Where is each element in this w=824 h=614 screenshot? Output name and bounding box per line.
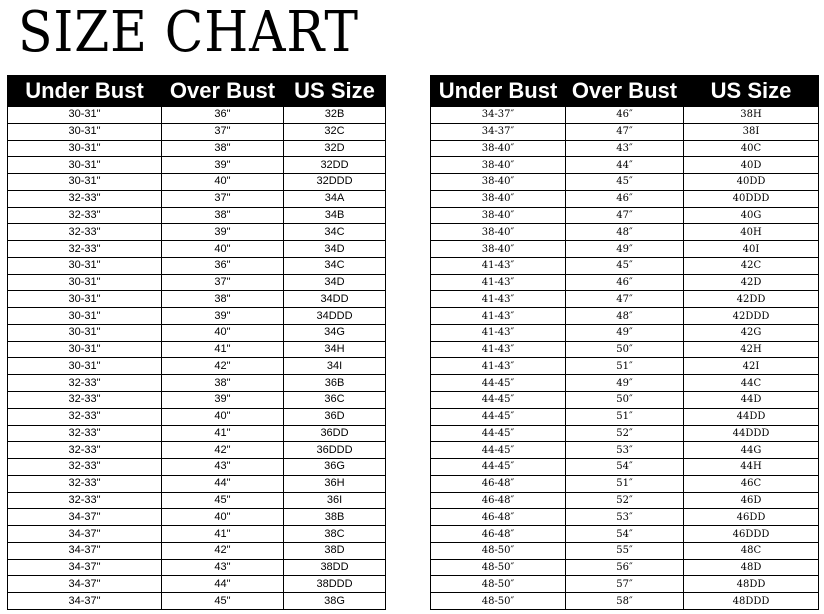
- us-size-cell: 40C: [684, 140, 819, 157]
- over-bust-cell: 38": [162, 375, 284, 392]
- table-row: [8, 190, 386, 207]
- under-bust-cell: 44-45″: [431, 375, 566, 392]
- table-row: [431, 442, 819, 459]
- us-size-cell: 38D: [284, 542, 386, 559]
- over-bust-cell: 37": [162, 274, 284, 291]
- under-bust-cell: 32-33": [8, 207, 162, 224]
- under-bust-cell: 41-43″: [431, 257, 566, 274]
- table-row: [8, 542, 386, 559]
- us-size-cell: 36C: [284, 392, 386, 409]
- us-size-cell: 44H: [684, 459, 819, 476]
- under-bust-cell: 41-43″: [431, 358, 566, 375]
- us-size-cell: 34G: [284, 324, 386, 341]
- over-bust-cell: 45″: [566, 257, 684, 274]
- under-bust-cell: 32-33": [8, 190, 162, 207]
- us-size-cell: 36D: [284, 408, 386, 425]
- under-bust-cell: 48-50″: [431, 593, 566, 610]
- us-size-cell: 32D: [284, 140, 386, 157]
- us-size-cell: 34D: [284, 274, 386, 291]
- table-row: [431, 593, 819, 610]
- under-bust-cell: 38-40″: [431, 140, 566, 157]
- under-bust-cell: 46-48″: [431, 475, 566, 492]
- under-bust-cell: 38-40″: [431, 241, 566, 258]
- us-size-cell: 40I: [684, 241, 819, 258]
- table-row: [8, 559, 386, 576]
- under-bust-cell: 48-50″: [431, 559, 566, 576]
- under-bust-cell: 30-31": [8, 107, 162, 124]
- us-size-cell: 48DDD: [684, 593, 819, 610]
- us-size-cell: 34DD: [284, 291, 386, 308]
- us-size-cell: 36DDD: [284, 442, 386, 459]
- over-bust-cell: 54″: [566, 459, 684, 476]
- over-bust-cell: 39": [162, 157, 284, 174]
- under-bust-cell: 32-33": [8, 224, 162, 241]
- under-bust-cell: 32-33": [8, 408, 162, 425]
- us-size-cell: 40H: [684, 224, 819, 241]
- header-us-size: US Size: [684, 76, 819, 107]
- table-row: [8, 224, 386, 241]
- header-over-bust: Over Bust: [566, 76, 684, 107]
- table-row: [8, 375, 386, 392]
- table-row: [8, 324, 386, 341]
- under-bust-cell: 32-33": [8, 492, 162, 509]
- over-bust-cell: 46″: [566, 107, 684, 124]
- table-row: [431, 324, 819, 341]
- under-bust-cell: 46-48″: [431, 526, 566, 543]
- table-row: [431, 107, 819, 124]
- under-bust-cell: 30-31": [8, 174, 162, 191]
- over-bust-cell: 50″: [566, 392, 684, 409]
- page-title: SIZE CHART: [18, 0, 359, 65]
- us-size-cell: 46DD: [684, 509, 819, 526]
- us-size-cell: 34C: [284, 257, 386, 274]
- under-bust-cell: 44-45″: [431, 459, 566, 476]
- us-size-cell: 42G: [684, 324, 819, 341]
- under-bust-cell: 34-37": [8, 509, 162, 526]
- table-row: [431, 375, 819, 392]
- table-row: [431, 509, 819, 526]
- under-bust-cell: 34-37": [8, 593, 162, 610]
- table-row: [8, 341, 386, 358]
- under-bust-cell: 38-40″: [431, 157, 566, 174]
- over-bust-cell: 38": [162, 207, 284, 224]
- table-row: [431, 526, 819, 543]
- table-row: [431, 392, 819, 409]
- us-size-cell: 34DDD: [284, 308, 386, 325]
- table-row: [8, 257, 386, 274]
- over-bust-cell: 52″: [566, 492, 684, 509]
- table-row: [8, 358, 386, 375]
- over-bust-cell: 39": [162, 392, 284, 409]
- table-row: [431, 140, 819, 157]
- us-size-cell: 32DDD: [284, 174, 386, 191]
- over-bust-cell: 40": [162, 408, 284, 425]
- us-size-cell: 44C: [684, 375, 819, 392]
- table-row: [431, 207, 819, 224]
- us-size-cell: 42DD: [684, 291, 819, 308]
- over-bust-cell: 40": [162, 509, 284, 526]
- over-bust-cell: 47″: [566, 123, 684, 140]
- over-bust-cell: 41": [162, 341, 284, 358]
- table-row: [8, 593, 386, 610]
- over-bust-cell: 48″: [566, 224, 684, 241]
- under-bust-cell: 38-40″: [431, 224, 566, 241]
- under-bust-cell: 46-48″: [431, 509, 566, 526]
- under-bust-cell: 34-37": [8, 559, 162, 576]
- over-bust-cell: 45": [162, 492, 284, 509]
- table-row: [431, 257, 819, 274]
- under-bust-cell: 30-31": [8, 274, 162, 291]
- under-bust-cell: 34-37": [8, 576, 162, 593]
- over-bust-cell: 46″: [566, 190, 684, 207]
- over-bust-cell: 39": [162, 224, 284, 241]
- under-bust-cell: 32-33": [8, 442, 162, 459]
- us-size-cell: 40G: [684, 207, 819, 224]
- table-row: [431, 358, 819, 375]
- over-bust-cell: 51″: [566, 358, 684, 375]
- over-bust-cell: 36": [162, 107, 284, 124]
- table-row: [431, 492, 819, 509]
- under-bust-cell: 32-33": [8, 425, 162, 442]
- us-size-cell: 36DD: [284, 425, 386, 442]
- over-bust-cell: 53″: [566, 442, 684, 459]
- table-row: [431, 174, 819, 191]
- under-bust-cell: 41-43″: [431, 341, 566, 358]
- over-bust-cell: 47″: [566, 207, 684, 224]
- under-bust-cell: 32-33": [8, 241, 162, 258]
- under-bust-cell: 34-37": [8, 526, 162, 543]
- over-bust-cell: 49″: [566, 324, 684, 341]
- us-size-cell: 34H: [284, 341, 386, 358]
- us-size-cell: 34C: [284, 224, 386, 241]
- us-size-cell: 44D: [684, 392, 819, 409]
- table-row: [8, 492, 386, 509]
- table-row: [8, 392, 386, 409]
- over-bust-cell: 45″: [566, 174, 684, 191]
- over-bust-cell: 47″: [566, 291, 684, 308]
- over-bust-cell: 40": [162, 324, 284, 341]
- over-bust-cell: 56″: [566, 559, 684, 576]
- table-row: [8, 207, 386, 224]
- over-bust-cell: 48″: [566, 308, 684, 325]
- under-bust-cell: 32-33": [8, 392, 162, 409]
- over-bust-cell: 58″: [566, 593, 684, 610]
- us-size-cell: 42H: [684, 341, 819, 358]
- over-bust-cell: 37": [162, 190, 284, 207]
- over-bust-cell: 39": [162, 308, 284, 325]
- table-row: [431, 408, 819, 425]
- over-bust-cell: 36": [162, 257, 284, 274]
- us-size-cell: 34D: [284, 241, 386, 258]
- table-row: [8, 509, 386, 526]
- us-size-cell: 46DDD: [684, 526, 819, 543]
- us-size-cell: 32C: [284, 123, 386, 140]
- table-row: [431, 475, 819, 492]
- under-bust-cell: 41-43″: [431, 274, 566, 291]
- over-bust-cell: 37": [162, 123, 284, 140]
- table-row: [431, 291, 819, 308]
- us-size-cell: 38DDD: [284, 576, 386, 593]
- us-size-cell: 42C: [684, 257, 819, 274]
- under-bust-cell: 44-45″: [431, 392, 566, 409]
- under-bust-cell: 46-48″: [431, 492, 566, 509]
- under-bust-cell: 48-50″: [431, 576, 566, 593]
- table-row: [431, 308, 819, 325]
- us-size-cell: 40D: [684, 157, 819, 174]
- us-size-cell: 40DD: [684, 174, 819, 191]
- over-bust-cell: 42": [162, 542, 284, 559]
- us-size-cell: 36I: [284, 492, 386, 509]
- table-row: [8, 140, 386, 157]
- header-under-bust: Under Bust: [431, 76, 566, 107]
- over-bust-cell: 49″: [566, 375, 684, 392]
- us-size-cell: 42I: [684, 358, 819, 375]
- under-bust-cell: 30-31": [8, 324, 162, 341]
- over-bust-cell: 46″: [566, 274, 684, 291]
- table-row: [8, 425, 386, 442]
- us-size-cell: 38C: [284, 526, 386, 543]
- us-size-cell: 48DD: [684, 576, 819, 593]
- under-bust-cell: 41-43″: [431, 291, 566, 308]
- us-size-cell: 36H: [284, 475, 386, 492]
- us-size-cell: 44DD: [684, 408, 819, 425]
- under-bust-cell: 30-31": [8, 257, 162, 274]
- table-header-row: [8, 76, 386, 107]
- table-row: [431, 157, 819, 174]
- under-bust-cell: 30-31": [8, 123, 162, 140]
- table-row: [8, 459, 386, 476]
- us-size-cell: 38G: [284, 593, 386, 610]
- under-bust-cell: 34-37": [8, 542, 162, 559]
- table-row: [8, 475, 386, 492]
- header-us-size: US Size: [284, 76, 386, 107]
- us-size-cell: 34B: [284, 207, 386, 224]
- table-row: [8, 123, 386, 140]
- over-bust-cell: 38": [162, 291, 284, 308]
- table-row: [431, 425, 819, 442]
- over-bust-cell: 41": [162, 425, 284, 442]
- us-size-cell: 32B: [284, 107, 386, 124]
- us-size-cell: 44DDD: [684, 425, 819, 442]
- over-bust-cell: 40": [162, 241, 284, 258]
- over-bust-cell: 51″: [566, 408, 684, 425]
- under-bust-cell: 38-40″: [431, 174, 566, 191]
- under-bust-cell: 41-43″: [431, 324, 566, 341]
- table-header-row: [431, 76, 819, 107]
- us-size-cell: 46C: [684, 475, 819, 492]
- table-row: [8, 107, 386, 124]
- us-size-cell: 34I: [284, 358, 386, 375]
- under-bust-cell: 30-31": [8, 341, 162, 358]
- header-over-bust: Over Bust: [162, 76, 284, 107]
- us-size-cell: 38B: [284, 509, 386, 526]
- table-row: [431, 241, 819, 258]
- under-bust-cell: 41-43″: [431, 308, 566, 325]
- under-bust-cell: 30-31": [8, 358, 162, 375]
- under-bust-cell: 48-50″: [431, 542, 566, 559]
- over-bust-cell: 55″: [566, 542, 684, 559]
- size-table-left: [7, 75, 386, 610]
- under-bust-cell: 32-33": [8, 475, 162, 492]
- under-bust-cell: 32-33": [8, 375, 162, 392]
- us-size-cell: 44G: [684, 442, 819, 459]
- table-row: [8, 526, 386, 543]
- us-size-cell: 34A: [284, 190, 386, 207]
- us-size-cell: 38H: [684, 107, 819, 124]
- table-row: [431, 224, 819, 241]
- table-row: [431, 341, 819, 358]
- table-row: [8, 291, 386, 308]
- over-bust-cell: 43": [162, 459, 284, 476]
- table-row: [431, 123, 819, 140]
- over-bust-cell: 44": [162, 576, 284, 593]
- under-bust-cell: 34-37″: [431, 107, 566, 124]
- under-bust-cell: 38-40″: [431, 207, 566, 224]
- table-row: [431, 274, 819, 291]
- over-bust-cell: 38": [162, 140, 284, 157]
- under-bust-cell: 34-37″: [431, 123, 566, 140]
- over-bust-cell: 54″: [566, 526, 684, 543]
- size-table-right: [430, 75, 819, 610]
- over-bust-cell: 49″: [566, 241, 684, 258]
- under-bust-cell: 30-31": [8, 157, 162, 174]
- table-row: [8, 408, 386, 425]
- over-bust-cell: 44″: [566, 157, 684, 174]
- over-bust-cell: 40": [162, 174, 284, 191]
- over-bust-cell: 52″: [566, 425, 684, 442]
- table-row: [8, 442, 386, 459]
- table-row: [8, 241, 386, 258]
- under-bust-cell: 44-45″: [431, 425, 566, 442]
- us-size-cell: 38DD: [284, 559, 386, 576]
- table-row: [431, 559, 819, 576]
- over-bust-cell: 45": [162, 593, 284, 610]
- over-bust-cell: 57″: [566, 576, 684, 593]
- over-bust-cell: 44": [162, 475, 284, 492]
- table-row: [431, 190, 819, 207]
- under-bust-cell: 30-31": [8, 308, 162, 325]
- over-bust-cell: 43": [162, 559, 284, 576]
- under-bust-cell: 32-33": [8, 459, 162, 476]
- under-bust-cell: 30-31": [8, 291, 162, 308]
- us-size-cell: 42D: [684, 274, 819, 291]
- table-row: [8, 576, 386, 593]
- table-row: [8, 174, 386, 191]
- over-bust-cell: 42": [162, 442, 284, 459]
- over-bust-cell: 51″: [566, 475, 684, 492]
- over-bust-cell: 53″: [566, 509, 684, 526]
- us-size-cell: 46D: [684, 492, 819, 509]
- header-under-bust: Under Bust: [8, 76, 162, 107]
- table-row: [8, 274, 386, 291]
- us-size-cell: 36B: [284, 375, 386, 392]
- over-bust-cell: 50″: [566, 341, 684, 358]
- table-row: [431, 576, 819, 593]
- us-size-cell: 40DDD: [684, 190, 819, 207]
- us-size-cell: 38I: [684, 123, 819, 140]
- table-row: [431, 459, 819, 476]
- us-size-cell: 48D: [684, 559, 819, 576]
- over-bust-cell: 41": [162, 526, 284, 543]
- over-bust-cell: 42": [162, 358, 284, 375]
- under-bust-cell: 44-45″: [431, 442, 566, 459]
- table-row: [8, 157, 386, 174]
- us-size-cell: 42DDD: [684, 308, 819, 325]
- under-bust-cell: 38-40″: [431, 190, 566, 207]
- us-size-cell: 32DD: [284, 157, 386, 174]
- table-row: [8, 308, 386, 325]
- under-bust-cell: 44-45″: [431, 408, 566, 425]
- us-size-cell: 48C: [684, 542, 819, 559]
- table-row: [431, 542, 819, 559]
- over-bust-cell: 43″: [566, 140, 684, 157]
- under-bust-cell: 30-31": [8, 140, 162, 157]
- us-size-cell: 36G: [284, 459, 386, 476]
